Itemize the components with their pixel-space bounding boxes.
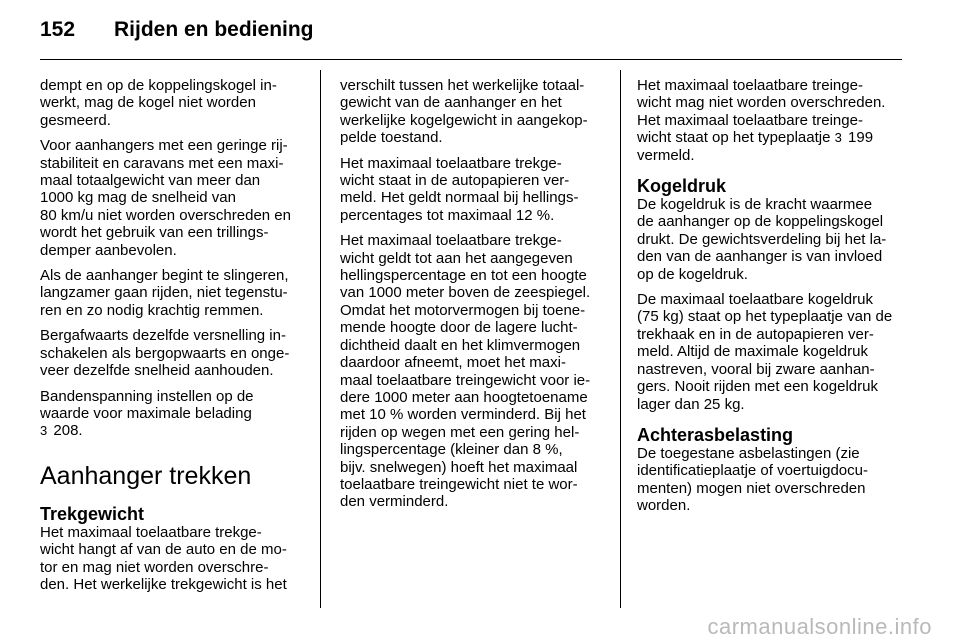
page-header — [40, 18, 314, 50]
paragraph-text: vermeld. — [637, 146, 695, 164]
subsection-heading: Kogeldruk — [637, 176, 727, 197]
paragraph: De maximaal toelaatbare kogeldruk (75 kg) staat op het typeplaatje van de trekhaak en in de autopapieren ver- meld. Altijd de maximale kogeldruk nastreven, vooral bij zware aanhan- gers. Nooit rijden met een kogeldruk lager dan 25 kg. — [637, 291, 893, 413]
column-3 — [637, 77, 909, 523]
watermark: carmanualsonline.info — [707, 614, 932, 639]
paragraph: De kogeldruk is de kracht waarmee de aanhanger op de koppelingskogel drukt. De gewichtsverdeling bij het la- den van de aanhanger is van invloed op de kogeldruk. — [637, 196, 887, 283]
paragraph: dempt en op de koppelingskogel in- werkt, mag de kogel niet worden gesmeerd. — [40, 77, 277, 129]
paragraph-with-reference — [40, 388, 312, 440]
column-1 — [40, 77, 312, 601]
paragraph: verschilt tussen het werkelijke totaal- gewicht van de aanhanger en het werkelijke kogelgewicht in aangekop- pelde toestand. — [340, 77, 588, 147]
paragraph: Het maximaal toelaatbare trekge- wicht staat in de autopapieren ver- meld. Het geldt normaal bij hellings- percentages tot maximaal 12 %. — [340, 154, 579, 224]
paragraph: Voor aanhangers met een geringe rij- stabiliteit en caravans met een maxi- maal totaalgewicht van meer dan 1000 kg mag de snelheid van 80 km/u niet worden overschreden en wordt het gebruik van een trillings- demper aanbevolen. — [40, 137, 291, 259]
column-divider-1 — [320, 70, 321, 608]
paragraph: Bergafwaarts dezelfde versnelling in- schakelen als bergopwaarts en onge- veer dezelfde snelheid aanhouden. — [40, 327, 290, 380]
page-reference-link[interactable]: 208. — [53, 422, 83, 440]
page-reference-link[interactable]: 199 — [848, 129, 874, 147]
paragraph-with-reference — [637, 77, 909, 164]
header-divider — [40, 59, 902, 60]
page-number: 152 — [40, 18, 76, 41]
page-title: Rijden en bediening — [114, 18, 314, 41]
subsection-heading: Achterasbelasting — [637, 424, 794, 445]
paragraph: De toegestane asbelastingen (zie identificatieplaatje of voertuigdocu- menten) mogen niet overschreden worden. — [637, 444, 868, 515]
subsection-heading: Trekgewicht — [40, 503, 145, 524]
page-reference-icon: 3 — [834, 130, 842, 146]
paragraph: Als de aanhanger begint te slingeren, langzamer gaan rijden, niet tegenstu- ren en zo nodig krachtig remmen. — [40, 267, 289, 319]
paragraph-text: Het maximaal toelaatbare treinge- wicht mag niet worden overschreden. Het maximaal toelaatbare treinge- wicht staat op het typeplaatje — [637, 77, 886, 147]
paragraph: Het maximaal toelaatbare trekge- wicht hangt af van de auto en de mo- tor en mag niet worden overschre- den. Het werkelijke trekgewicht is het — [40, 523, 287, 593]
paragraph: Het maximaal toelaatbare trekge- wicht geldt tot aan het aangegeven hellingspercentage en tot een hoogte van 1000 meter boven de zeespiegel. Omdat het motorvermogen bij toene- mende hoogte door de lagere lucht- dichtheid daalt en het klimvermogen daardoor afneemt, moet het maxi- maal toelaatbare treingewicht voor ie- dere 1000 meter aan hoogtetoename met 10 % worden verminderd. Bij het rijden op wegen met een gering hel- lingspercentage (kleiner dan 8 %, bijv. snelwegen) hoeft het maximaal toelaatbare treingewicht niet te wor- den verminderd. — [340, 232, 591, 511]
section-heading: Aanhanger trekken — [40, 461, 252, 490]
column-divider-2 — [620, 70, 621, 608]
paragraph-text: Bandenspanning instellen op de waarde voor maximale belading — [40, 387, 254, 422]
page-reference-icon: 3 — [40, 423, 48, 439]
column-2 — [340, 77, 612, 519]
